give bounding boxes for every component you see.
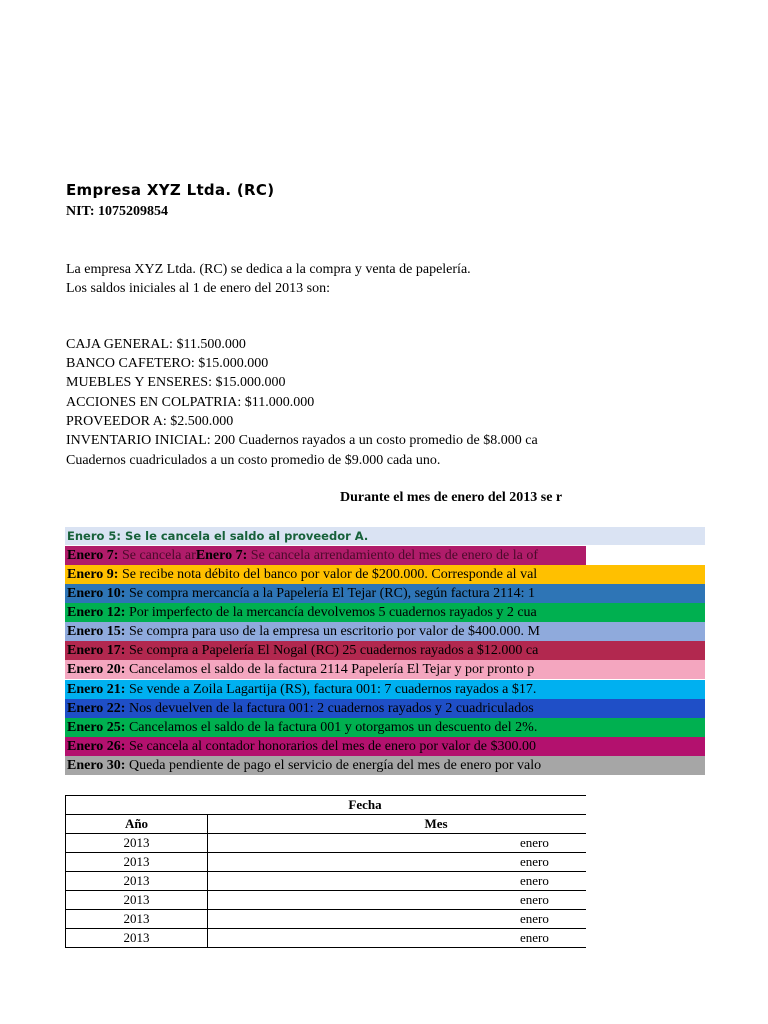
transaction-row <box>65 622 705 641</box>
transaction-text: Nos devuelven de la factura 001: 2 cuadernos rayados y 2 cuadriculados <box>125 701 534 716</box>
table-row <box>66 834 587 853</box>
cell-year: 2013 <box>66 872 208 891</box>
company-nit: NIT: 1075209854 <box>66 204 169 219</box>
balance-banco: BANCO CAFETERO: $15.000.000 <box>66 356 269 371</box>
cell-month: enero <box>208 929 587 948</box>
cell-month: enero <box>208 910 587 929</box>
table-row <box>66 929 587 948</box>
transaction-date: Enero 30: <box>67 758 126 773</box>
transaction-row <box>65 565 705 584</box>
transaction-row <box>65 527 705 545</box>
transaction-date: Enero 22: <box>67 701 126 716</box>
cell-year: 2013 <box>66 834 208 853</box>
cell-month: enero <box>208 834 587 853</box>
table-group-header: Fecha <box>66 796 587 815</box>
transaction-text: Por imperfecto de la mercancía devolvemos 5 cuadernos rayados y 2 cua <box>125 605 537 620</box>
transaction-text: Se recibe nota débito del banco por valor de $200.000. Corresponde al val <box>118 567 538 582</box>
table-row <box>66 891 587 910</box>
balance-inventario: INVENTARIO INICIAL: 200 Cuadernos rayados a un costo promedio de $8.000 ca <box>66 433 538 448</box>
transaction-date-overlap: Enero 7: <box>195 548 248 563</box>
transaction-text: Se vende a Zoila Lagartija (RS), factura 001: 7 cuadernos rayados a $17. <box>125 682 537 697</box>
cell-year: 2013 <box>66 853 208 872</box>
transaction-date: Enero 12: <box>67 605 126 620</box>
transaction-date: Enero 5: <box>67 529 122 543</box>
transaction-text: Queda pendiente de pago el servicio de energía del mes de enero por valo <box>125 758 542 773</box>
transaction-row <box>65 641 705 660</box>
transaction-date: Enero 9: <box>67 567 119 582</box>
transaction-text: Cancelamos el saldo de la factura 2114 Papelería El Tejar y por pronto p <box>125 662 535 677</box>
cell-month: enero <box>208 891 587 910</box>
balance-caja: CAJA GENERAL: $11.500.000 <box>66 337 246 352</box>
transaction-date: Enero 25: <box>67 720 126 735</box>
table-row <box>66 910 587 929</box>
transaction-row <box>65 584 705 603</box>
transaction-date: Enero 20: <box>67 662 126 677</box>
fecha-table <box>65 795 586 948</box>
transaction-row <box>65 680 705 699</box>
transaction-text: Se cancela al contador honorarios del mes de enero por valor de $300.00 <box>125 739 536 754</box>
cell-month: enero <box>208 872 587 891</box>
column-header-year: Año <box>66 815 208 834</box>
transaction-text-overlap: Se cancela arrendamiento del mes de enero de la of <box>247 548 539 563</box>
balance-cuadriculados: Cuadernos cuadriculados a un costo promedio de $9.000 cada uno. <box>66 453 441 468</box>
table-row <box>66 872 587 891</box>
transaction-text: Se compra a Papelería El Nogal (RC) 25 cuadernos rayados a $12.000 ca <box>125 643 539 658</box>
transaction-row <box>65 603 705 622</box>
balance-acciones: ACCIONES EN COLPATRIA: $11.000.000 <box>66 395 315 410</box>
during-heading: Durante el mes de enero del 2013 se r <box>340 490 563 505</box>
transaction-date: Enero 10: <box>67 586 126 601</box>
transaction-row <box>65 756 705 775</box>
intro-line-2: Los saldos iniciales al 1 de enero del 2013 son: <box>66 281 330 296</box>
transaction-date: Enero 17: <box>67 643 126 658</box>
transaction-row <box>65 737 705 756</box>
cell-year: 2013 <box>66 910 208 929</box>
transaction-date: Enero 21: <box>67 682 126 697</box>
transaction-text: Se cancela ar <box>118 548 196 563</box>
transaction-text: Se compra mercancía a la Papelería El Tejar (RC), según factura 2114: 1 <box>125 586 535 601</box>
transaction-text: Se compra para uso de la empresa un escritorio por valor de $400.000. M <box>125 624 540 639</box>
cell-year: 2013 <box>66 929 208 948</box>
company-title: Empresa XYZ Ltda. (RC) <box>66 181 275 199</box>
transaction-row <box>65 660 705 679</box>
column-header-month: Mes <box>208 815 587 834</box>
intro-line-1: La empresa XYZ Ltda. (RC) se dedica a la compra y venta de papelería. <box>66 262 471 277</box>
fecha-table-wrapper <box>65 795 586 955</box>
transaction-row <box>65 546 586 565</box>
transaction-text: Cancelamos el saldo de la factura 001 y otorgamos un descuento del 2%. <box>125 720 538 735</box>
balance-muebles: MUEBLES Y ENSERES: $15.000.000 <box>66 375 286 390</box>
table-row <box>66 853 587 872</box>
transaction-date: Enero 7: <box>67 548 119 563</box>
transaction-date: Enero 15: <box>67 624 126 639</box>
cell-month: enero <box>208 853 587 872</box>
transaction-date: Enero 26: <box>67 739 126 754</box>
cell-year: 2013 <box>66 891 208 910</box>
transaction-row <box>65 718 705 737</box>
balance-proveedor: PROVEEDOR A: $2.500.000 <box>66 414 234 429</box>
transaction-text: Se le cancela el saldo al proveedor A. <box>121 529 369 543</box>
transaction-row <box>65 699 705 718</box>
